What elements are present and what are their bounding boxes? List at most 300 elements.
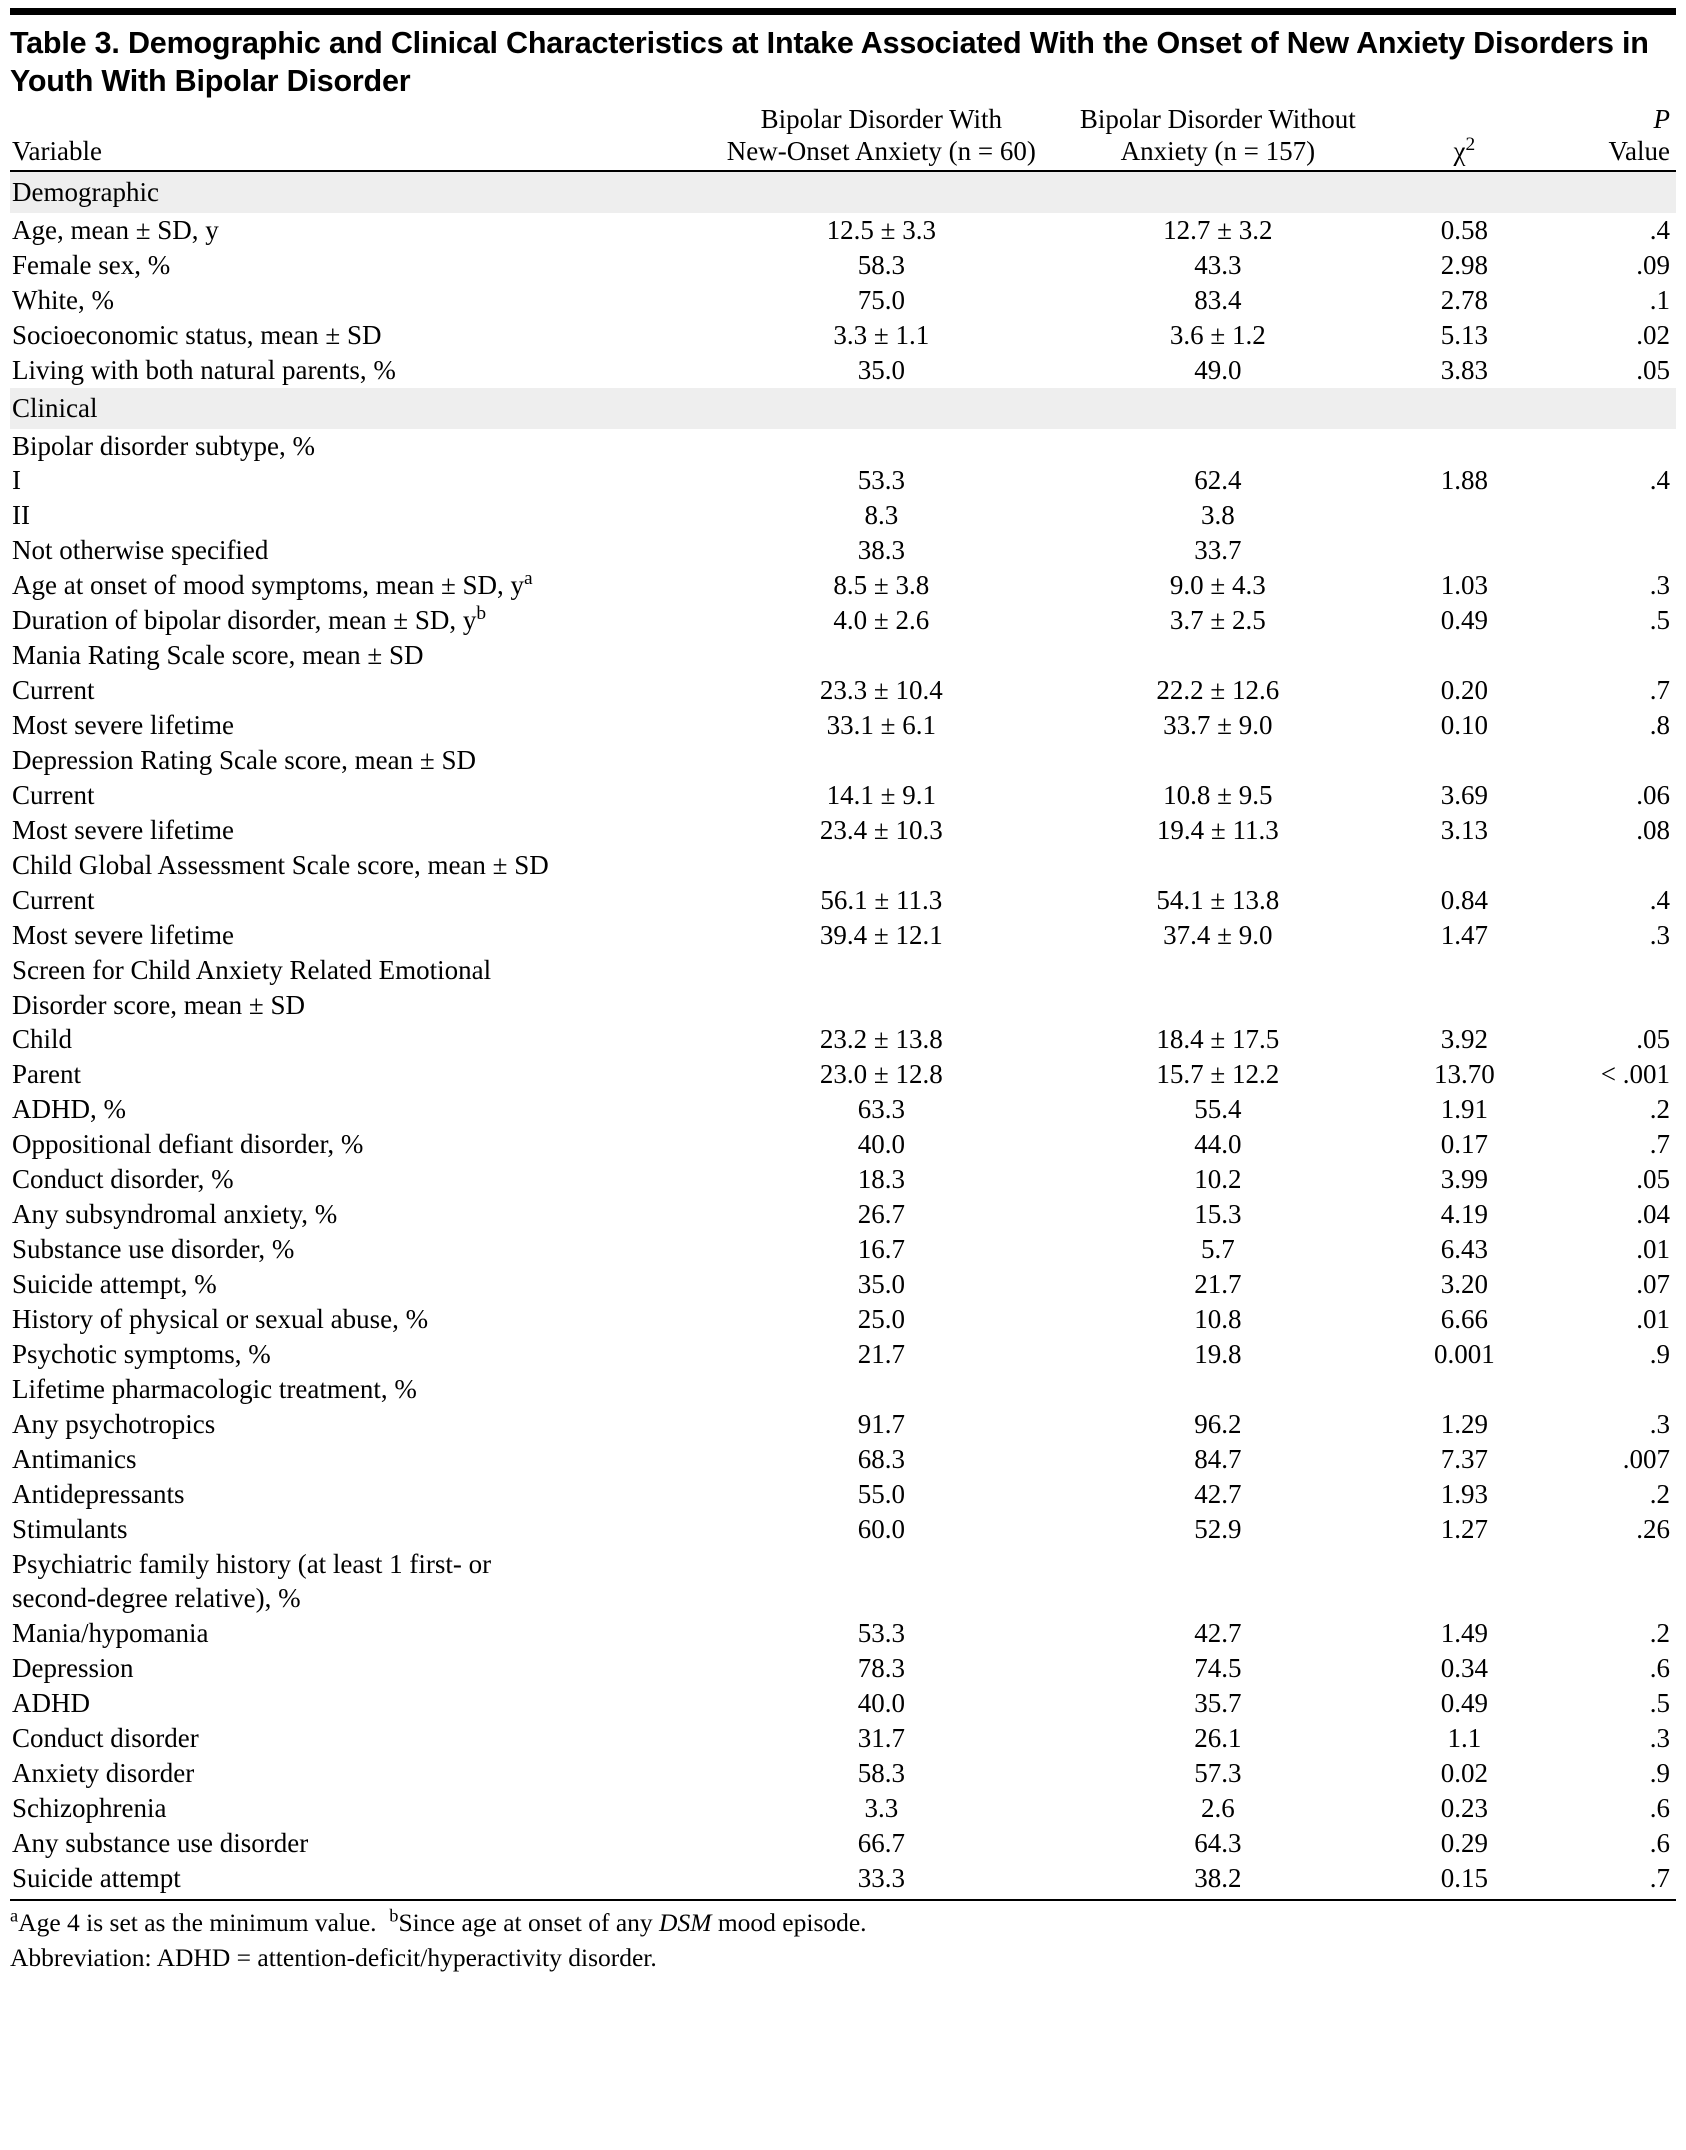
table-row: [10, 353, 1676, 388]
table-body: [10, 171, 1676, 1896]
row-label-text: Current: [12, 884, 95, 915]
cell-without-anxiety: 9.0 ± 4.3: [1169, 570, 1266, 601]
cell-without-anxiety: 10.8 ± 9.5: [1163, 779, 1273, 810]
footnote-marker-b: b: [389, 1905, 399, 1926]
cell-chi-square: 4.19: [1440, 1199, 1489, 1230]
cell-without-anxiety: [1050, 1581, 1387, 1616]
cell-chi-square: 3.13: [1440, 814, 1489, 845]
cell-without-anxiety: 3.6 ± 1.2: [1169, 319, 1266, 350]
row-label-text: Female sex, %: [12, 249, 171, 280]
cell-chi-square: 3.20: [1440, 1269, 1489, 1300]
cell-without-anxiety: 22.2 ± 12.6: [1156, 675, 1280, 706]
row-label-text: I: [12, 465, 21, 496]
cell-without-anxiety: 74.5: [1194, 1653, 1242, 1684]
row-label-text: Child Global Assessment Scale score, mean ± SD: [12, 849, 549, 880]
cell-without-anxiety: 21.7: [1194, 1269, 1242, 1300]
row-label-text: Mania/hypomania: [12, 1618, 209, 1649]
row-label: [10, 1372, 713, 1407]
table-row: [10, 1512, 1676, 1547]
cell-chi-square: 0.17: [1440, 1129, 1489, 1160]
cell-chi-square: [1386, 988, 1543, 1023]
row-label-text: Depression Rating Scale score, mean ± SD: [12, 744, 476, 775]
row-label-text: Psychotic symptoms, %: [12, 1338, 271, 1369]
row-label: [10, 1232, 713, 1267]
cell-p-value: [1543, 953, 1676, 988]
cell-with-anxiety: 55.0: [857, 1478, 905, 1509]
cell-with-anxiety: 8.3: [864, 500, 899, 531]
cell-p-value: < .001: [1600, 1059, 1670, 1090]
cell-p-value: .3: [1649, 919, 1670, 950]
row-label-text: Antimanics: [12, 1443, 137, 1474]
cell-with-anxiety: 40.0: [857, 1129, 905, 1160]
cell-with-anxiety: 38.3: [857, 535, 905, 566]
row-label: [10, 953, 713, 988]
table-row: [10, 1057, 1676, 1092]
cell-with-anxiety: 78.3: [857, 1653, 905, 1684]
cell-chi-square: 3.83: [1440, 354, 1489, 385]
cell-without-anxiety: [1050, 743, 1387, 778]
cell-chi-square: 5.13: [1440, 319, 1489, 350]
table-row: [10, 1477, 1676, 1512]
footnote-line-2: Abbreviation: ADHD = attention-deficit/hyperactivity disorder.: [10, 1942, 657, 1972]
row-label: [10, 429, 713, 464]
cell-with-anxiety: 21.7: [857, 1338, 905, 1369]
cell-without-anxiety: 54.1 ± 13.8: [1156, 884, 1280, 915]
cell-without-anxiety: 5.7: [1200, 1234, 1235, 1265]
row-label-text: Any psychotropics: [12, 1408, 216, 1439]
col-header-without-anxiety-line2: Anxiety (n = 157): [1120, 136, 1316, 167]
footnotes: [10, 1901, 1676, 1975]
cell-chi-square: 2.98: [1440, 249, 1489, 280]
table-row: [10, 1721, 1676, 1756]
row-label: [10, 1477, 713, 1512]
row-label: [10, 1127, 713, 1162]
row-label: [10, 318, 713, 353]
cell-chi-square: [1386, 743, 1543, 778]
footnote-b-text-post: mood episode.: [711, 1907, 867, 1937]
table-row: [10, 1581, 1676, 1616]
cell-without-anxiety: 64.3: [1194, 1828, 1242, 1859]
table-row: [10, 673, 1676, 708]
cell-chi-square: 0.02: [1440, 1758, 1489, 1789]
table-head: [10, 104, 1676, 171]
col-header-p-value: [1543, 104, 1676, 170]
row-label: [10, 1861, 713, 1896]
cell-without-anxiety: 42.7: [1194, 1618, 1242, 1649]
cell-without-anxiety: 57.3: [1194, 1758, 1242, 1789]
cell-p-value: .7: [1649, 675, 1670, 706]
cell-chi-square: 3.99: [1440, 1164, 1489, 1195]
cell-chi-square: 0.49: [1440, 1688, 1489, 1719]
cell-chi-square: 0.29: [1440, 1828, 1489, 1859]
table-row: [10, 1407, 1676, 1442]
cell-p-value: [1543, 638, 1676, 673]
cell-p-value: .6: [1649, 1828, 1670, 1859]
cell-without-anxiety: [1050, 1372, 1387, 1407]
cell-p-value: .2: [1649, 1094, 1670, 1125]
cell-with-anxiety: [713, 638, 1050, 673]
row-label: [10, 1442, 713, 1477]
cell-with-anxiety: 18.3: [857, 1164, 905, 1195]
row-label-footnote-marker: b: [476, 603, 487, 625]
row-label: [10, 1547, 713, 1582]
cell-p-value: .7: [1649, 1862, 1670, 1893]
table-row: [10, 568, 1676, 603]
cell-p-value: [1543, 1372, 1676, 1407]
cell-without-anxiety: [1050, 988, 1387, 1023]
cell-p-value: [1543, 533, 1676, 568]
col-header-with-anxiety-line2: New-Onset Anxiety (n = 60): [726, 136, 1036, 167]
cell-chi-square: 6.66: [1440, 1303, 1489, 1334]
cell-chi-square: 2.78: [1440, 284, 1489, 315]
table-row: [10, 638, 1676, 673]
cell-chi-square: [1386, 953, 1543, 988]
cell-without-anxiety: 15.7 ± 12.2: [1156, 1059, 1280, 1090]
table-row: [10, 318, 1676, 353]
cell-p-value: .5: [1649, 1688, 1670, 1719]
row-label: [10, 213, 713, 248]
row-label: [10, 353, 713, 388]
cell-p-value: .26: [1636, 1513, 1670, 1544]
table-row: [10, 248, 1676, 283]
row-label: [10, 533, 713, 568]
row-label-text: Conduct disorder: [12, 1723, 199, 1754]
row-label-text: Bipolar disorder subtype, %: [12, 430, 315, 461]
cell-p-value: .5: [1649, 605, 1670, 636]
cell-p-value: [1543, 743, 1676, 778]
row-label: [10, 1092, 713, 1127]
footnote-marker-a: a: [10, 1905, 19, 1926]
cell-with-anxiety: 3.3 ± 1.1: [833, 319, 930, 350]
table-row: [10, 1232, 1676, 1267]
cell-with-anxiety: 63.3: [857, 1094, 905, 1125]
row-label: [10, 1826, 713, 1861]
cell-p-value: [1543, 988, 1676, 1023]
table-row: [10, 498, 1676, 533]
row-label-text: Current: [12, 779, 95, 810]
cell-chi-square: 0.84: [1440, 884, 1489, 915]
row-label-text: Suicide attempt, %: [12, 1269, 217, 1300]
row-label: [10, 1197, 713, 1232]
cell-p-value: [1543, 1547, 1676, 1582]
cell-p-value: [1543, 429, 1676, 464]
table-section-row: [10, 171, 1676, 213]
table-row: [10, 463, 1676, 498]
cell-p-value: [1543, 498, 1676, 533]
cell-chi-square: 0.58: [1440, 214, 1489, 245]
table-row: [10, 1162, 1676, 1197]
table-row: [10, 848, 1676, 883]
col-header-without-anxiety-line1: Bipolar Disorder Without: [1079, 104, 1356, 135]
cell-p-value: .09: [1636, 249, 1670, 280]
row-label-text: Antidepressants: [12, 1478, 185, 1509]
cell-without-anxiety: 3.7 ± 2.5: [1169, 605, 1266, 636]
cell-with-anxiety: 23.2 ± 13.8: [819, 1024, 943, 1055]
cell-without-anxiety: 19.4 ± 11.3: [1156, 814, 1279, 845]
cell-with-anxiety: 23.3 ± 10.4: [819, 675, 943, 706]
table-row: [10, 1616, 1676, 1651]
row-label-text: Most severe lifetime: [12, 814, 234, 845]
cell-chi-square: [1386, 848, 1543, 883]
row-label-text: Depression: [12, 1653, 134, 1684]
cell-without-anxiety: 38.2: [1194, 1862, 1242, 1893]
cell-p-value: .01: [1636, 1303, 1670, 1334]
cell-with-anxiety: 58.3: [857, 249, 905, 280]
cell-p-value: .9: [1649, 1338, 1670, 1369]
row-label: [10, 1407, 713, 1442]
cell-without-anxiety: 12.7 ± 3.2: [1163, 214, 1273, 245]
col-header-without-anxiety: [1050, 104, 1387, 170]
table-row: [10, 1197, 1676, 1232]
cell-with-anxiety: 53.3: [857, 1618, 905, 1649]
cell-with-anxiety: 35.0: [857, 1269, 905, 1300]
row-label: [10, 1512, 713, 1547]
row-label-text: Parent: [12, 1059, 81, 1090]
footnote-a-text: Age 4 is set as the minimum value.: [18, 1907, 377, 1937]
row-label: [10, 848, 713, 883]
row-label: [10, 1581, 713, 1616]
table-row: [10, 918, 1676, 953]
row-label-text: II: [12, 500, 30, 531]
table-section-row: [10, 388, 1676, 429]
cell-chi-square: 7.37: [1440, 1443, 1489, 1474]
cell-with-anxiety: 23.4 ± 10.3: [819, 814, 943, 845]
cell-p-value: .8: [1649, 710, 1670, 741]
cell-with-anxiety: [713, 1547, 1050, 1582]
cell-without-anxiety: 83.4: [1194, 284, 1242, 315]
cell-with-anxiety: 53.3: [857, 465, 905, 496]
cell-without-anxiety: [1050, 1547, 1387, 1582]
col-header-variable: [10, 104, 713, 170]
row-label: [10, 1721, 713, 1756]
cell-with-anxiety: 8.5 ± 3.8: [833, 570, 930, 601]
section-label: Demographic: [10, 171, 1676, 213]
row-label: [10, 1791, 713, 1826]
table-row: [10, 1651, 1676, 1686]
row-label-text: Psychiatric family history (at least 1 first- or: [12, 1548, 492, 1579]
cell-p-value: .07: [1636, 1269, 1670, 1300]
row-label-text: History of physical or sexual abuse, %: [12, 1303, 429, 1334]
cell-without-anxiety: 10.2: [1194, 1164, 1242, 1195]
table-row: [10, 1826, 1676, 1861]
cell-chi-square: 0.10: [1440, 710, 1489, 741]
cell-p-value: .3: [1649, 1723, 1670, 1754]
cell-without-anxiety: 49.0: [1194, 354, 1242, 385]
footnote-b-text-italic: DSM: [659, 1907, 712, 1937]
cell-without-anxiety: 15.3: [1194, 1199, 1242, 1230]
cell-chi-square: [1386, 1581, 1543, 1616]
cell-with-anxiety: 66.7: [857, 1828, 905, 1859]
table-row: [10, 1442, 1676, 1477]
row-label-footnote-marker: a: [524, 568, 533, 590]
row-label: [10, 1756, 713, 1791]
cell-p-value: .3: [1649, 1408, 1670, 1439]
row-label-text: Stimulants: [12, 1513, 128, 1544]
column-header-row: [10, 104, 1676, 170]
section-label: Clinical: [10, 388, 1676, 429]
cell-chi-square: 1.88: [1440, 465, 1489, 496]
cell-chi-square: 1.91: [1440, 1094, 1489, 1125]
cell-chi-square: [1386, 1372, 1543, 1407]
cell-with-anxiety: 56.1 ± 11.3: [820, 884, 943, 915]
row-label-text: Mania Rating Scale score, mean ± SD: [12, 640, 424, 671]
table-row: [10, 603, 1676, 638]
cell-without-anxiety: 18.4 ± 17.5: [1156, 1024, 1280, 1055]
cell-with-anxiety: 35.0: [857, 354, 905, 385]
cell-without-anxiety: [1050, 638, 1387, 673]
cell-chi-square: [1386, 498, 1543, 533]
row-label-text: Duration of bipolar disorder, mean ± SD, y: [12, 605, 477, 636]
cell-with-anxiety: 26.7: [857, 1199, 905, 1230]
table-row: [10, 283, 1676, 318]
row-label-text: Most severe lifetime: [12, 919, 234, 950]
table-row: [10, 1302, 1676, 1337]
col-header-with-anxiety-line1: Bipolar Disorder With: [760, 104, 1002, 135]
row-label-text: Screen for Child Anxiety Related Emotional: [12, 954, 492, 985]
cell-with-anxiety: 68.3: [857, 1443, 905, 1474]
cell-p-value: .9: [1649, 1758, 1670, 1789]
cell-p-value: .6: [1649, 1653, 1670, 1684]
cell-with-anxiety: [713, 743, 1050, 778]
cell-p-value: .6: [1649, 1793, 1670, 1824]
row-label-text: Age, mean ± SD, y: [12, 214, 219, 245]
table-row: [10, 883, 1676, 918]
cell-without-anxiety: 44.0: [1194, 1129, 1242, 1160]
cell-chi-square: 1.03: [1440, 570, 1489, 601]
table-row: [10, 953, 1676, 988]
cell-with-anxiety: 33.3: [857, 1862, 905, 1893]
row-label-text: Anxiety disorder: [12, 1758, 195, 1789]
cell-with-anxiety: 14.1 ± 9.1: [826, 779, 936, 810]
cell-without-anxiety: [1050, 429, 1387, 464]
cell-with-anxiety: 40.0: [857, 1688, 905, 1719]
row-label: [10, 708, 713, 743]
cell-p-value: .4: [1649, 465, 1670, 496]
row-label: [10, 1267, 713, 1302]
table-row: [10, 213, 1676, 248]
cell-with-anxiety: 58.3: [857, 1758, 905, 1789]
cell-p-value: .2: [1649, 1618, 1670, 1649]
cell-with-anxiety: 25.0: [857, 1303, 905, 1334]
cell-without-anxiety: [1050, 953, 1387, 988]
cell-with-anxiety: [713, 848, 1050, 883]
cell-chi-square: [1386, 638, 1543, 673]
row-label-text: Lifetime pharmacologic treatment, %: [12, 1373, 417, 1404]
col-header-chi-square: [1386, 104, 1543, 170]
table-row: [10, 1022, 1676, 1057]
characteristics-table: [10, 104, 1676, 1896]
cell-without-anxiety: 2.6: [1200, 1793, 1235, 1824]
row-label-text: ADHD: [12, 1688, 90, 1719]
cell-with-anxiety: 3.3: [864, 1793, 899, 1824]
row-label: [10, 1022, 713, 1057]
table-title: Table 3. Demographic and Clinical Characteristics at Intake Associated With the Onset of New Anxiety Disorders in Youth With Bipolar Disorder: [10, 26, 1649, 99]
row-label-text: Schizophrenia: [12, 1793, 167, 1824]
cell-with-anxiety: 23.0 ± 12.8: [819, 1059, 943, 1090]
row-label-text: Age at onset of mood symptoms, mean ± SD, y: [12, 570, 525, 601]
cell-chi-square: 3.92: [1440, 1024, 1489, 1055]
cell-without-anxiety: 37.4 ± 9.0: [1163, 919, 1273, 950]
cell-with-anxiety: 33.1 ± 6.1: [826, 710, 936, 741]
cell-p-value: .06: [1636, 779, 1670, 810]
table-row: [10, 1686, 1676, 1721]
cell-chi-square: 0.001: [1434, 1338, 1495, 1369]
cell-with-anxiety: 4.0 ± 2.6: [833, 605, 930, 636]
table-row: [10, 1861, 1676, 1896]
row-label: [10, 248, 713, 283]
cell-with-anxiety: [713, 1581, 1050, 1616]
cell-p-value: .007: [1622, 1443, 1670, 1474]
cell-chi-square: 1.93: [1440, 1478, 1489, 1509]
row-label-text: Disorder score, mean ± SD: [12, 989, 305, 1020]
cell-p-value: .01: [1636, 1234, 1670, 1265]
cell-with-anxiety: [713, 953, 1050, 988]
table-row: [10, 1547, 1676, 1582]
row-label: [10, 813, 713, 848]
table-row: [10, 1092, 1676, 1127]
table-row: [10, 813, 1676, 848]
row-label-text: Most severe lifetime: [12, 710, 234, 741]
cell-without-anxiety: 96.2: [1194, 1408, 1242, 1439]
cell-chi-square: 1.49: [1440, 1618, 1489, 1649]
cell-without-anxiety: 55.4: [1194, 1094, 1242, 1125]
table-row: [10, 1127, 1676, 1162]
row-label-text: second-degree relative), %: [12, 1583, 301, 1614]
cell-with-anxiety: 12.5 ± 3.3: [826, 214, 936, 245]
cell-p-value: .08: [1636, 814, 1670, 845]
cell-without-anxiety: 3.8: [1200, 500, 1235, 531]
chi-exponent: 2: [1465, 134, 1476, 156]
table-row: [10, 778, 1676, 813]
table-row: [10, 533, 1676, 568]
row-label: [10, 568, 713, 603]
cell-with-anxiety: 91.7: [857, 1408, 905, 1439]
cell-chi-square: 0.20: [1440, 675, 1489, 706]
cell-chi-square: 0.49: [1440, 605, 1489, 636]
footnote-b-text-pre: Since age at onset of any: [398, 1907, 660, 1937]
row-label-text: Substance use disorder, %: [12, 1234, 295, 1265]
cell-chi-square: 1.1: [1447, 1723, 1482, 1754]
cell-chi-square: [1386, 429, 1543, 464]
row-label-text: Any subsyndromal anxiety, %: [12, 1199, 338, 1230]
row-label: [10, 463, 713, 498]
cell-p-value: .05: [1636, 1024, 1670, 1055]
cell-without-anxiety: 42.7: [1194, 1478, 1242, 1509]
cell-chi-square: 0.34: [1440, 1653, 1489, 1684]
row-label-text: Socioeconomic status, mean ± SD: [12, 319, 382, 350]
table-row: [10, 743, 1676, 778]
row-label: [10, 743, 713, 778]
cell-chi-square: 13.70: [1434, 1059, 1495, 1090]
cell-chi-square: [1386, 533, 1543, 568]
top-rule: [10, 8, 1676, 15]
row-label: [10, 918, 713, 953]
row-label-text: Current: [12, 675, 95, 706]
table-row: [10, 1756, 1676, 1791]
cell-without-anxiety: 33.7 ± 9.0: [1163, 710, 1273, 741]
col-header-variable-label: Variable: [12, 136, 102, 167]
cell-without-anxiety: 10.8: [1194, 1303, 1242, 1334]
row-label: [10, 638, 713, 673]
cell-with-anxiety: [713, 988, 1050, 1023]
col-header-p-value-line1: P: [1653, 104, 1670, 135]
cell-p-value: .04: [1636, 1199, 1670, 1230]
row-label: [10, 673, 713, 708]
row-label: [10, 283, 713, 318]
cell-chi-square: 1.47: [1440, 919, 1489, 950]
cell-with-anxiety: [713, 429, 1050, 464]
cell-without-anxiety: 62.4: [1194, 465, 1242, 496]
